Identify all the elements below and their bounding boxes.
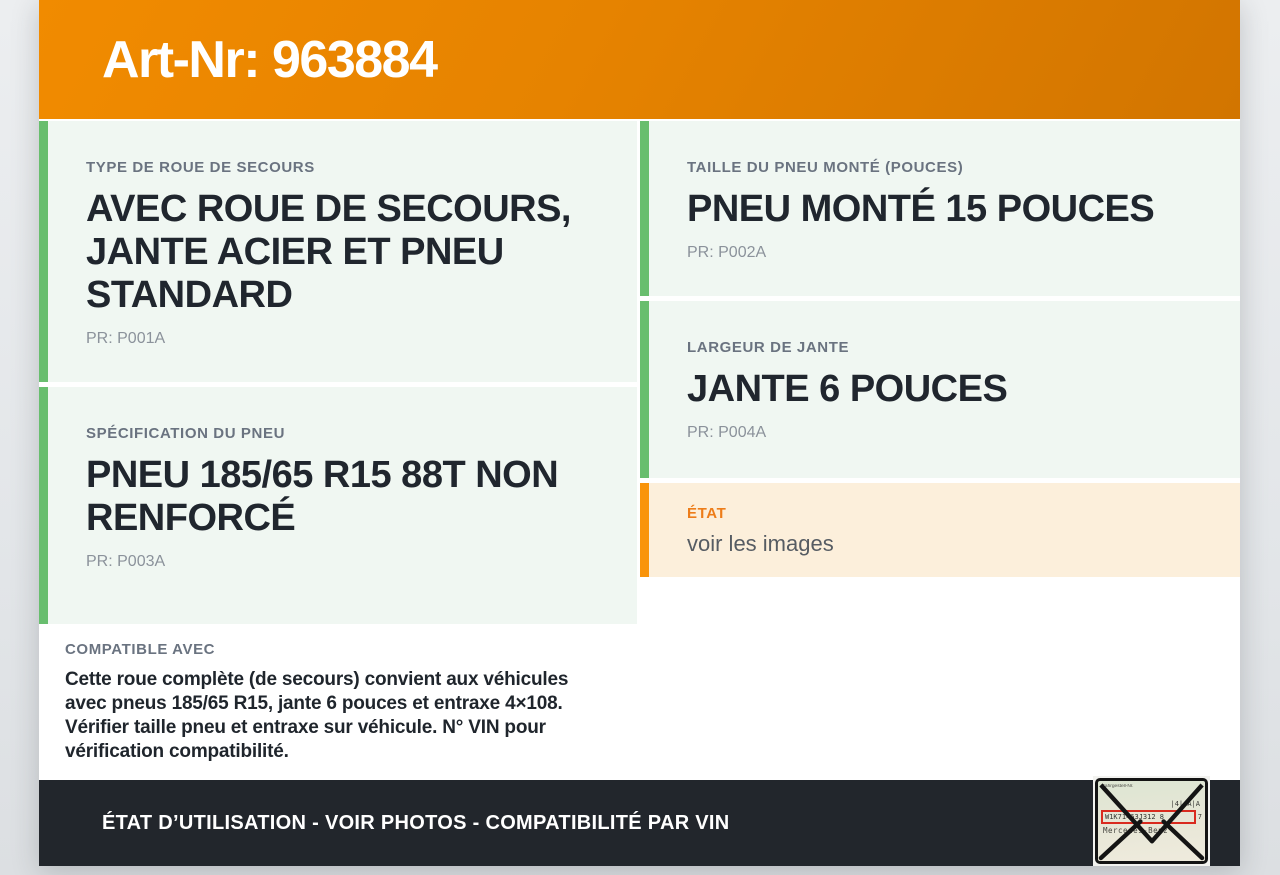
header-banner: [39, 0, 1240, 119]
left-column: [39, 121, 637, 780]
voir-les-images-link[interactable]: voir les images: [687, 531, 834, 556]
vin-document-thumbnail[interactable]: [1093, 776, 1210, 866]
right-column: [640, 121, 1240, 780]
pr-code: PR: P002A: [687, 244, 767, 261]
card-title: PNEU MONTÉ 15 POUCES: [687, 188, 1155, 230]
footer-text: ÉTAT D’UTILISATION - VOIR PHOTOS - COMPATIBILITÉ PAR VIN: [102, 811, 730, 834]
pr-code: PR: P001A: [86, 330, 166, 347]
card-compatibility: [39, 633, 637, 764]
compatibility-text: Cette roue complète (de secours) convient aux véhicules avec pneus 185/65 R15, jante 6 pouces et entraxe 4×108. Vérifier taille pneu et entraxe sur véhicule. N° VIN pour vérification compatibilité.: [65, 669, 569, 762]
vin-highlight-box: W1K71463J312 8: [1101, 810, 1196, 824]
pr-code: PR: P004A: [687, 424, 767, 441]
product-sheet: [39, 0, 1240, 866]
registration-document: [1095, 778, 1208, 864]
card-spare-wheel-type: [39, 121, 637, 382]
article-number-title: Art-Nr: 963884: [102, 30, 437, 89]
doc-brand: Mercedes-Benz: [1103, 826, 1169, 835]
card-title: JANTE 6 POUCES: [687, 368, 1008, 410]
envelope-icon: [1098, 781, 1205, 861]
card-label: TAILLE DU PNEU MONTÉ (POUCES): [687, 159, 964, 176]
card-label: TYPE DE ROUE DE SECOURS: [86, 159, 315, 176]
card-rim-width: [640, 301, 1240, 478]
card-label: LARGEUR DE JANTE: [687, 339, 850, 356]
doc-code: |4| A|A: [1170, 800, 1200, 808]
doc-label: Fahrgestell-Nr.: [1102, 784, 1134, 789]
card-title: AVEC ROUE DE SECOURS, JANTE ACIER ET PNEU STANDARD: [86, 188, 571, 316]
card-title: PNEU 185/65 R15 88T NON RENFORCÉ: [86, 454, 559, 539]
card-mounted-tyre-size: [640, 121, 1240, 296]
card-tyre-specification: [39, 387, 637, 624]
pr-code: PR: P003A: [86, 553, 166, 570]
card-condition: [640, 483, 1240, 577]
card-label: ÉTAT: [687, 505, 727, 522]
card-label: SPÉCIFICATION DU PNEU: [86, 425, 286, 442]
footer-banner: [39, 780, 1240, 866]
spec-grid: [39, 119, 1240, 780]
vin-suffix: 7: [1197, 813, 1202, 821]
card-label: COMPATIBLE AVEC: [65, 641, 216, 658]
